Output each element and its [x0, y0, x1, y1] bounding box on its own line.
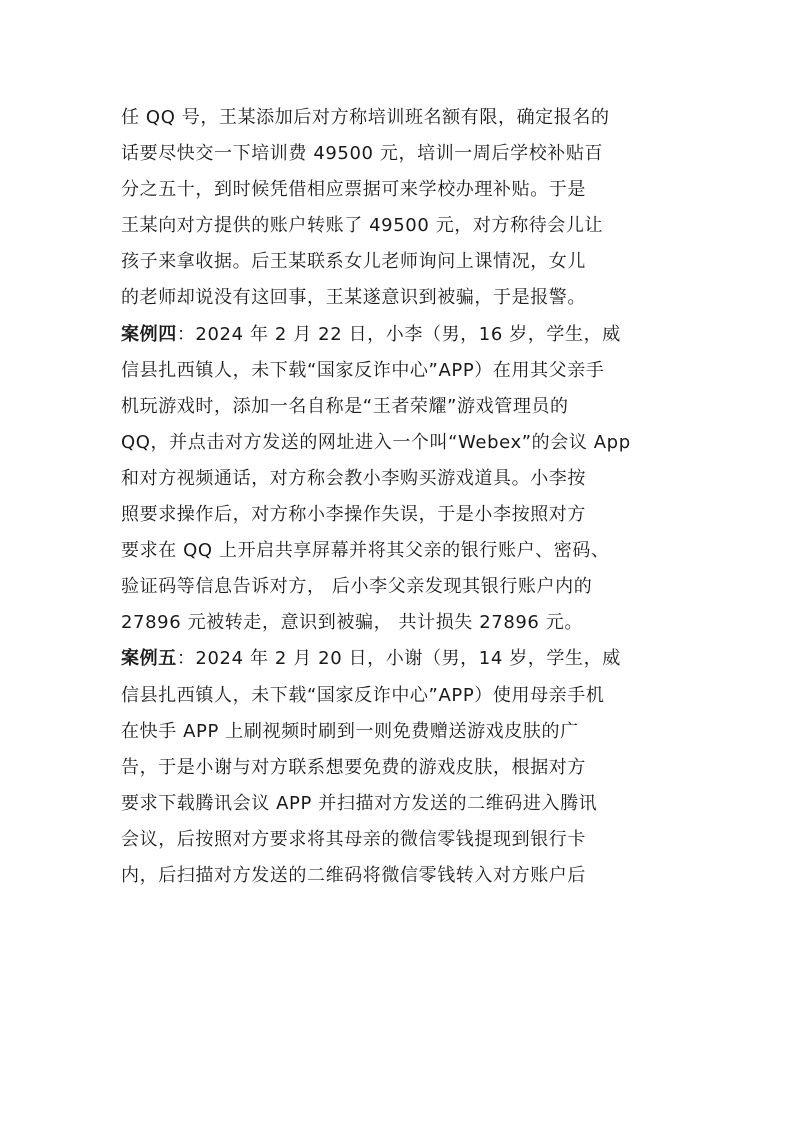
text-line — [121, 605, 681, 641]
line-text: 内，后扫描对方发送的二维码将微信零钱转入对方账户后 — [121, 864, 586, 886]
line-text: ：2024 年 2 月 20 日，小谢（男，14 岁，学生，威 — [176, 648, 621, 670]
line-text: 王某向对方提供的账户转账了 49500 元，对方称待会儿让 — [121, 215, 604, 237]
text-line — [121, 786, 681, 822]
text-line — [121, 822, 681, 858]
line-text: 27896 元被转走，意识到被骗， 共计损失 27896 元。 — [121, 612, 584, 634]
text-line — [121, 208, 681, 244]
text-line — [121, 641, 681, 677]
line-text: 话要尽快交一下培训费 49500 元，培训一周后学校补贴百 — [121, 143, 604, 165]
line-text: 信县扎西镇人，未下载“国家反诈中心”APP）在用其父亲手 — [121, 359, 605, 381]
case-heading: 案例四 — [121, 323, 177, 345]
line-text: 告，于是小谢与对方联系想要免费的游戏皮肤，根据对方 — [121, 756, 586, 778]
text-line — [121, 244, 681, 280]
line-text: 验证码等信息告诉对方， 后小李父亲发现其银行账户内的 — [121, 576, 593, 598]
text-line — [121, 750, 681, 786]
line-text: 信县扎西镇人，未下载“国家反诈中心”APP）使用母亲手机 — [121, 684, 605, 706]
line-text: 孩子来拿收据。后王某联系女儿老师询问上课情况，女儿 — [121, 251, 586, 273]
line-text: 照要求操作后，对方称小李操作失误，于是小李按照对方 — [121, 504, 586, 526]
text-line — [121, 425, 681, 461]
body-text — [121, 100, 681, 894]
text-line — [121, 317, 681, 353]
line-text: ：2024 年 2 月 22 日，小李（男，16 岁，学生，威 — [176, 323, 621, 345]
text-line — [121, 533, 681, 569]
line-text: 要求在 QQ 上开启共享屏幕并将其父亲的银行账户、密码、 — [121, 540, 610, 562]
text-line — [121, 280, 681, 316]
line-text: 分之五十，到时候凭借相应票据可来学校办理补贴。于是 — [121, 179, 586, 201]
text-line — [121, 678, 681, 714]
text-line — [121, 353, 681, 389]
line-text: 机玩游戏时，添加一名自称是“王者荣耀”游戏管理员的 — [121, 395, 569, 417]
line-text: QQ，并点击对方发送的网址进入一个叫“Webex”的会议 App — [121, 431, 631, 453]
text-line — [121, 569, 681, 605]
text-line — [121, 714, 681, 750]
text-line — [121, 461, 681, 497]
line-text: 在快手 APP 上刷视频时刷到一则免费赠送游戏皮肤的广 — [121, 720, 579, 742]
text-line — [121, 389, 681, 425]
line-text: 的老师却说没有这回事，王某遂意识到被骗，于是报警。 — [121, 287, 586, 309]
line-text: 会议，后按照对方要求将其母亲的微信零钱提现到银行卡 — [121, 828, 586, 850]
line-text: 要求下载腾讯会议 APP 并扫描对方发送的二维码进入腾讯 — [121, 792, 598, 814]
text-line — [121, 858, 681, 894]
text-line — [121, 172, 681, 208]
line-text: 和对方视频通话，对方称会教小李购买游戏道具。小李按 — [121, 467, 586, 489]
text-line — [121, 100, 681, 136]
text-line — [121, 497, 681, 533]
line-text: 任 QQ 号，王某添加后对方称培训班名额有限，确定报名的 — [121, 107, 610, 128]
text-line — [121, 136, 681, 172]
case-heading: 案例五 — [121, 648, 177, 670]
